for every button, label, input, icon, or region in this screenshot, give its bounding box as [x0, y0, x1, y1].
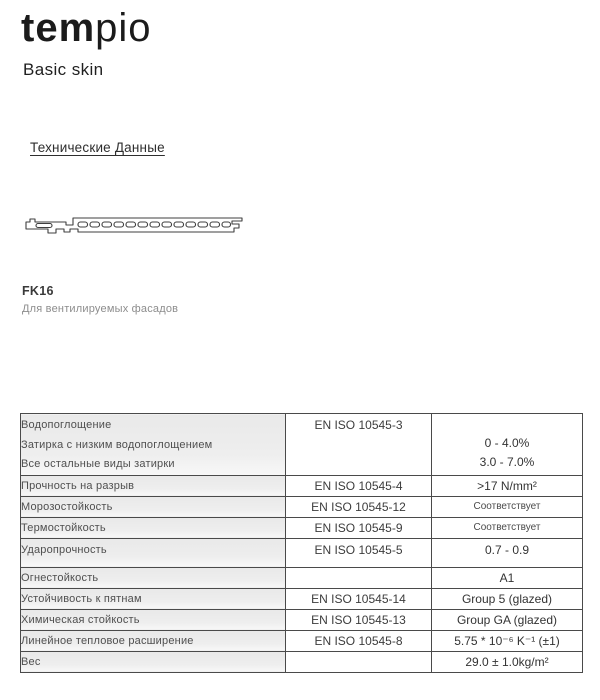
- standard-ref: EN ISO 10545-8: [286, 630, 432, 651]
- standard-ref: EN ISO 10545-3: [286, 414, 432, 476]
- standard-ref: EN ISO 10545-5: [286, 538, 432, 567]
- standard-ref: EN ISO 10545-4: [286, 475, 432, 496]
- table-row: [21, 414, 583, 476]
- table-row: [21, 588, 583, 609]
- brand-logo: [21, 8, 152, 48]
- brand-logo-light: pio: [95, 6, 152, 50]
- product-description: Для вентилируемых фасадов: [22, 303, 179, 315]
- table-row: [21, 567, 583, 588]
- standard-ref: EN ISO 10545-13: [286, 609, 432, 630]
- property-value: Group 5 (glazed): [432, 588, 583, 609]
- property-value: Group GA (glazed): [432, 609, 583, 630]
- property-label: Огнестойкость: [21, 567, 286, 588]
- property-value: 0 - 4.0% 3.0 - 7.0%: [432, 414, 583, 476]
- property-value: >17 N/mm²: [432, 475, 583, 496]
- technical-data-table: [20, 413, 583, 673]
- product-code: FK16: [22, 284, 54, 298]
- table-row: [21, 475, 583, 496]
- standard-ref: EN ISO 10545-14: [286, 588, 432, 609]
- brand-logo-bold: tem: [21, 6, 96, 50]
- product-line-subtitle: Basic skin: [23, 60, 104, 79]
- property-value: 29.0 ± 1.0kg/m²: [432, 651, 583, 672]
- table-row: [21, 538, 583, 567]
- standard-ref: EN ISO 10545-9: [286, 517, 432, 538]
- property-label: Ударопрочность: [21, 538, 286, 567]
- property-value: A1: [432, 567, 583, 588]
- property-value: Соответствует: [432, 517, 583, 538]
- property-label: Линейное тепловое расширение: [21, 630, 286, 651]
- panel-profile-drawing-icon: [20, 212, 248, 242]
- standard-ref: [286, 651, 432, 672]
- property-label: Прочность на разрыв: [21, 475, 286, 496]
- standard-ref: [286, 567, 432, 588]
- property-label: Термостойкость: [21, 517, 286, 538]
- table-row: [21, 609, 583, 630]
- property-label: Морозостойкость: [21, 496, 286, 517]
- table-row: [21, 517, 583, 538]
- standard-ref: EN ISO 10545-12: [286, 496, 432, 517]
- table-row: [21, 630, 583, 651]
- section-heading: Технические Данные: [30, 140, 165, 155]
- property-value: 0.7 - 0.9: [432, 538, 583, 567]
- property-label: Химическая стойкость: [21, 609, 286, 630]
- property-value: Соответствует: [432, 496, 583, 517]
- property-value: 5.75 * 10⁻⁶ K⁻¹ (±1): [432, 630, 583, 651]
- table-row: [21, 651, 583, 672]
- property-label: Устойчивость к пятнам: [21, 588, 286, 609]
- table-row: [21, 496, 583, 517]
- property-label: Вес: [21, 651, 286, 672]
- property-label: Водопоглощение Затирка с низким водопоглощением Все остальные виды затирки: [21, 414, 286, 476]
